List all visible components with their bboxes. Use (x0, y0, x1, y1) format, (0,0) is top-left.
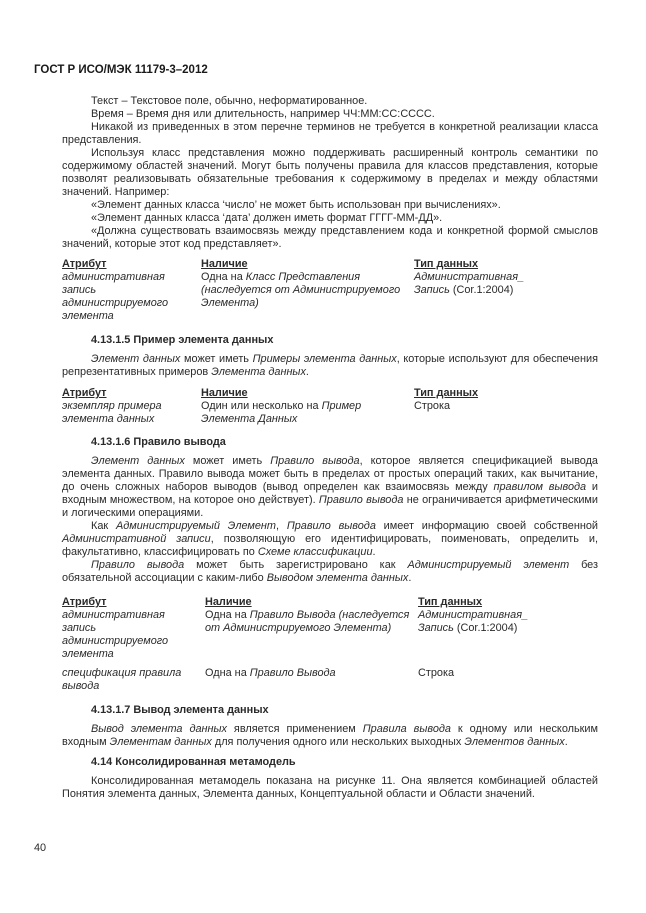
text-run: Используя класс представления можно поддерживать расширенный контроль семантики по содержимому областей значений. Могут быть получены правила для классов представления, которые позволят реализовывать обязательные требования к содержимому в пределах и между областями значений. Например: (62, 147, 598, 198)
document-header: ГОСТ Р ИСО/МЭК 11179-3–2012 (34, 64, 208, 76)
text-run: , которое является спецификацией вывода элемента данных. Правило вывода может быть в пределах от простых операций таких, как вычитание, до очень сложных наборов выводов (вывод определен как взаимосвязь между (62, 455, 598, 493)
text-run: не ограничивается арифметическими и логическими операциями. (62, 494, 599, 519)
paragraph (62, 199, 598, 212)
italic-term: Выводом элемента данных (266, 572, 409, 584)
col-header-presence: Наличие (201, 258, 248, 270)
italic-term: Элементам данных (109, 736, 212, 748)
table-header-row (62, 596, 598, 609)
text-run: имеет информацию своей собственной (375, 520, 598, 532)
italic-term: Вывод элемента данных (91, 723, 227, 735)
col-header-datatype: Тип данных (418, 596, 483, 608)
section-4-13-1-5 (62, 334, 598, 379)
cell-presence (205, 609, 410, 635)
text-run: Одна на (201, 271, 246, 283)
paragraph (62, 212, 598, 225)
paragraph (62, 108, 598, 121)
paragraph (62, 353, 598, 379)
italic-term: Административная_ Запись (418, 609, 529, 634)
text-run: . (372, 546, 376, 558)
italic-term: Элемента данных (211, 366, 306, 378)
section-heading: 4.14 Консолидированная метамодель (91, 756, 296, 768)
italic-term: Элемент данных (91, 353, 181, 365)
text-run: . (305, 366, 309, 378)
paragraph (62, 121, 598, 147)
paragraph (62, 147, 598, 199)
text-run: Строка (414, 400, 451, 412)
col-header-presence: Наличие (205, 596, 252, 608)
paragraph (62, 225, 598, 251)
table-header-row (62, 387, 598, 400)
italic-term: Администрируемый элемент (407, 559, 570, 571)
italic-term: Правило вывода (91, 559, 185, 571)
text-run: Текст – Текстовое поле, обычно, неформатированное. (91, 95, 368, 107)
text-run: «Должна существовать взаимосвязь между представлением кода и конкретной формой смыслов значений, которые этот код представляет». (62, 225, 598, 250)
section-4-13-1-7 (62, 704, 598, 749)
section-4-13-1-6 (62, 436, 598, 585)
italic-term: Административная_ Запись (414, 271, 525, 296)
italic-term: административная запись администрируемого элемента (62, 609, 169, 660)
text-run: Одна на (205, 667, 250, 679)
intro-section (62, 95, 598, 251)
italic-term: Пример Элемента Данных (201, 400, 362, 425)
text-run: может быть зарегистрировано как (184, 559, 408, 571)
italic-term: Правило вывода (318, 494, 404, 506)
col-header-datatype: Тип данных (414, 387, 479, 399)
italic-term: Элементов данных (464, 736, 565, 748)
italic-term: Администрируемый Элемент (115, 520, 276, 532)
text-run: может иметь (184, 455, 271, 467)
col-header-attribute: Атрибут (62, 596, 107, 608)
table-row (62, 609, 598, 667)
text-run: «Элемент данных класса ‘дата’ должен иметь формат ГГГГ-ММ-ДД». (91, 212, 443, 224)
col-header-attribute: Атрибут (62, 258, 107, 270)
italic-term: правилом вывода (493, 481, 587, 493)
text-run: Время – Время дня или длительность, например ЧЧ:ММ:СС:СССС. (91, 108, 435, 120)
attribute-table-1 (62, 258, 598, 323)
text-run: является применением (226, 723, 363, 735)
text-run: Строка (418, 667, 455, 679)
italic-term: Правила вывода (362, 723, 451, 735)
text-run: «Элемент данных класса ‘число’ не может быть использован при вычислениях». (91, 199, 501, 211)
italic-term: Класс Представления (наследуется от Администрируемого Элемента) (201, 271, 401, 309)
text-run: Никакой из приведенных в этом перечне терминов не требуется в конкретной реализации класса представления. (62, 121, 598, 146)
col-header-datatype: Тип данных (414, 258, 479, 270)
text-run: и входным множеством, на которое оно действует). (62, 481, 598, 506)
cell-presence (201, 400, 381, 426)
italic-term: административная запись администрируемого элемента (62, 271, 169, 322)
italic-term: Правило Вывода (наследуется от Администрируемого Элемента) (205, 609, 410, 634)
section-heading: 4.13.1.6 Правило вывода (91, 436, 226, 448)
text-run: может иметь (180, 353, 253, 365)
text-run: (Cor.1:2004) (453, 622, 518, 634)
cell-attribute (62, 609, 194, 661)
paragraph (62, 723, 598, 749)
cell-datatype (418, 609, 528, 635)
italic-term: спецификация правила вывода (62, 667, 182, 692)
section-heading: 4.13.1.7 Вывод элемента данных (91, 704, 269, 716)
paragraph (62, 455, 598, 520)
italic-term: Правило вывода (270, 455, 360, 467)
attribute-table-3 (62, 596, 598, 693)
paragraph (62, 775, 598, 801)
section-heading: 4.13.1.5 Пример элемента данных (91, 334, 274, 346)
table-header-row (62, 258, 598, 271)
text-run: , позволяющую его идентифицировать, поименовать, определить и, факультативно, классифицировать по (62, 533, 598, 558)
text-run: для получения одного или нескольких выходных (211, 736, 465, 748)
cell-presence (201, 271, 406, 310)
cell-datatype (414, 400, 594, 413)
cell-datatype (414, 271, 524, 297)
text-run: . (408, 572, 412, 584)
text-run: (Cor.1:2004) (449, 284, 514, 296)
paragraph (62, 559, 598, 585)
cell-attribute (62, 271, 194, 323)
text-run: Как (91, 520, 116, 532)
text-run: , которые используют для обеспечения репрезентативных примеров (62, 353, 598, 378)
table-row (62, 667, 598, 693)
table-row (62, 271, 598, 323)
italic-term: Правило вывода (286, 520, 376, 532)
text-run: , (276, 520, 287, 532)
text-run: . (564, 736, 568, 748)
text-run: без обязательной ассоциации с каким-либо (62, 559, 598, 584)
text-run: к одному или нескольким входным (62, 723, 599, 748)
italic-term: Схеме классификации (257, 546, 373, 558)
paragraph (62, 520, 598, 559)
text-run: Один или несколько на (201, 400, 322, 412)
cell-presence (205, 667, 410, 680)
col-header-presence: Наличие (201, 387, 248, 399)
cell-datatype (418, 667, 598, 680)
italic-term: экземпляр примера элемента данных (62, 400, 162, 425)
text-run: Консолидированная метамодель показана на рисунке 11. Она является комбинацией областей Понятия элемента данных, Элемента данных, Концептуальной области и Области значений. (62, 775, 598, 800)
italic-term: Примеры элемента данных (252, 353, 397, 365)
col-header-attribute: Атрибут (62, 387, 107, 399)
attribute-table-2 (62, 387, 598, 426)
table-row (62, 400, 598, 426)
text-run: Одна на (205, 609, 250, 621)
italic-term: Административной записи (62, 533, 211, 545)
page-number: 40 (34, 842, 47, 854)
italic-term: Элемент данных (91, 455, 185, 467)
cell-attribute (62, 667, 194, 693)
paragraph (62, 95, 598, 108)
italic-term: Правило Вывода (249, 667, 336, 679)
section-4-14 (62, 756, 598, 801)
cell-attribute (62, 400, 194, 426)
